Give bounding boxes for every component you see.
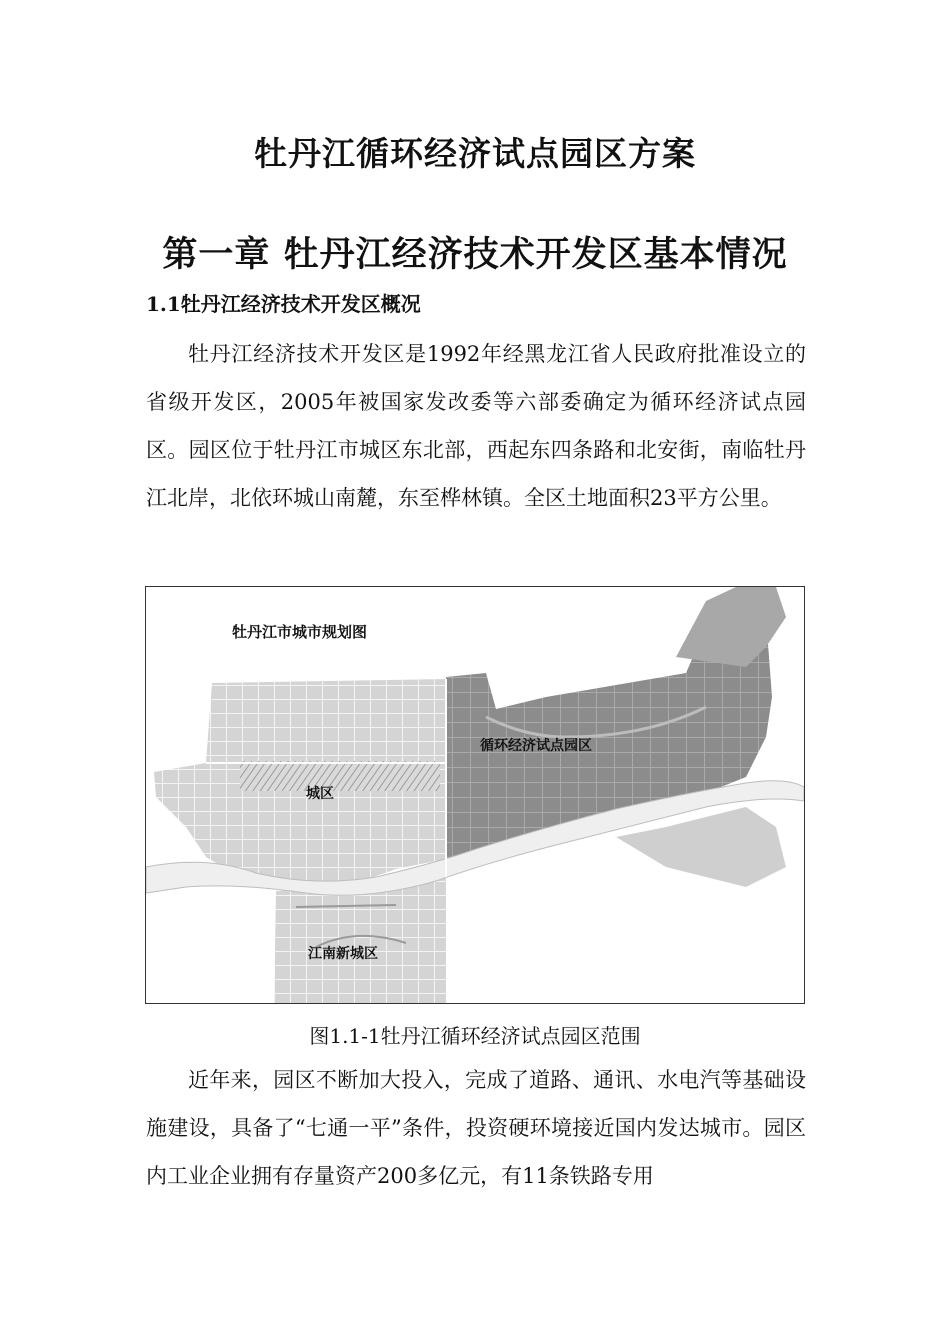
paragraph-2: 近年来，园区不断加大投入，完成了道路、通讯、水电汽等基础设施建设，具备了“七通一平”条件，投资硬环境接近国内发达城市。园区内工业企业拥有存量资产200多亿元，有11条铁路专用 [146, 1068, 806, 1188]
map-graphic [146, 587, 804, 1003]
chapter-title: 第一章 牡丹江经济技术开发区基本情况 [162, 234, 788, 275]
city-planning-map [145, 586, 805, 1004]
jiangnan-new-district-area [274, 877, 446, 1003]
map-label-city: 城区 [306, 786, 334, 802]
map-title: 牡丹江市城市规划图 [232, 623, 368, 641]
map-label-park: 循环经济试点园区 [480, 738, 592, 754]
document-title: 牡丹江循环经济试点园区方案 [254, 134, 696, 173]
paragraph-1: 牡丹江经济技术开发区是1992年经黑龙江省人民政府批准设立的省级开发区，2005年被国家发改委等六部委确定为循环经济试点园区。园区位于牡丹江市城区东北部，西起东四条路和北安街，南临牡丹江北岸，北依环城山南麓，东至桦林镇。全区土地面积23平方公里。 [146, 342, 806, 510]
figure-caption: 图1.1-1牡丹江循环经济试点园区范围 [309, 1024, 641, 1048]
map-label-jiangnan: 江南新城区 [308, 946, 378, 962]
section-heading: 1.1牡丹江经济技术开发区概况 [146, 292, 421, 316]
